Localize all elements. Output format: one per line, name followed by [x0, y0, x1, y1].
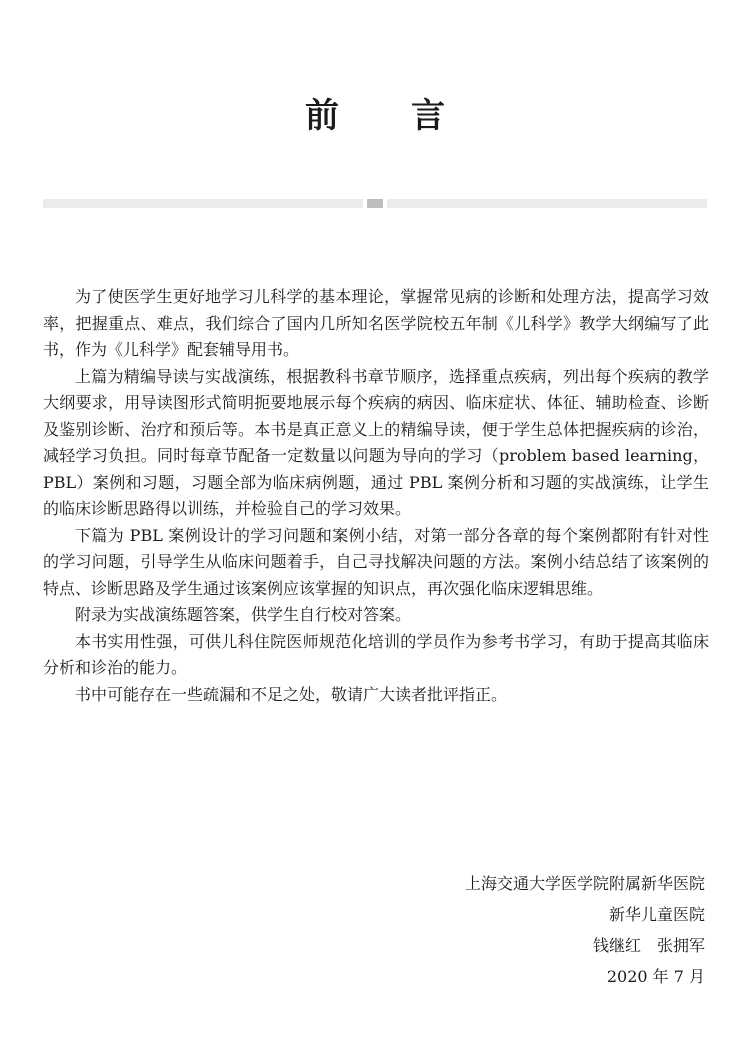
paragraph: 为了使医学生更好地学习儿科学的基本理论，掌握常见病的诊断和处理方法，提高学习效率，把握重点、难点，我们综合了国内几所知名医学院校五年制《儿科学》教学大纲编写了此书，作为《儿科学》配套辅导用书。: [43, 287, 709, 359]
title-char-1: 前: [305, 96, 339, 136]
paragraph: 本书实用性强，可供儿科住院医师规范化培训的学员作为参考书学习，有助于提高其临床分析和诊治的能力。: [43, 631, 709, 677]
title-char-2: 言: [411, 96, 445, 136]
divider-right: [387, 199, 707, 208]
signature-block: [465, 868, 705, 992]
paragraph: 附录为实战演练题答案，供学生自行校对答案。: [75, 605, 412, 624]
page-title: [0, 88, 750, 137]
preface-body: [43, 284, 709, 708]
signature-institution: 上海交通大学医学院附属新华医院: [464, 874, 705, 893]
signature-hospital: 新华儿童医院: [608, 905, 705, 924]
paragraph: 书中可能存在一些疏漏和不足之处，敬请广大读者批评指正。: [75, 684, 508, 704]
divider-left: [43, 199, 363, 208]
divider-center-mark: [367, 199, 383, 208]
paragraph: 上篇为精编导读与实战演练，根据教科书章节顺序，选择重点疾病，列出每个疾病的教学大纲要求，用导读图形式简明扼要地展示每个疾病的病因、临床症状、体征、辅助检查、诊断及鉴别诊断、治疗和预后等。本书是真正意义上的精编导读，便于学生总体把握疾病的诊治，减轻学习负担。同时每章节配备一定数量以问题为导向的学习（problem based learning，PBL）案例和习题，习题全部为临床病例题，通过 PBL 案例分析和习题的实战演练，让学生的临床诊断思路得以训练，并检验自己的学习效果。: [43, 366, 709, 518]
signature-authors: 钱继红 张拥军: [592, 936, 705, 955]
signature-date: 2020 年 7 月: [606, 967, 705, 986]
paragraph: 下篇为 PBL 案例设计的学习问题和案例小结，对第一部分各章的每个案例都附有针对性的学习问题，引导学生从临床问题着手，自己寻找解决问题的方法。案例小结总结了该案例的特点、诊断思路及学生通过该案例应该掌握的知识点，再次强化临床逻辑思维。: [43, 525, 709, 598]
